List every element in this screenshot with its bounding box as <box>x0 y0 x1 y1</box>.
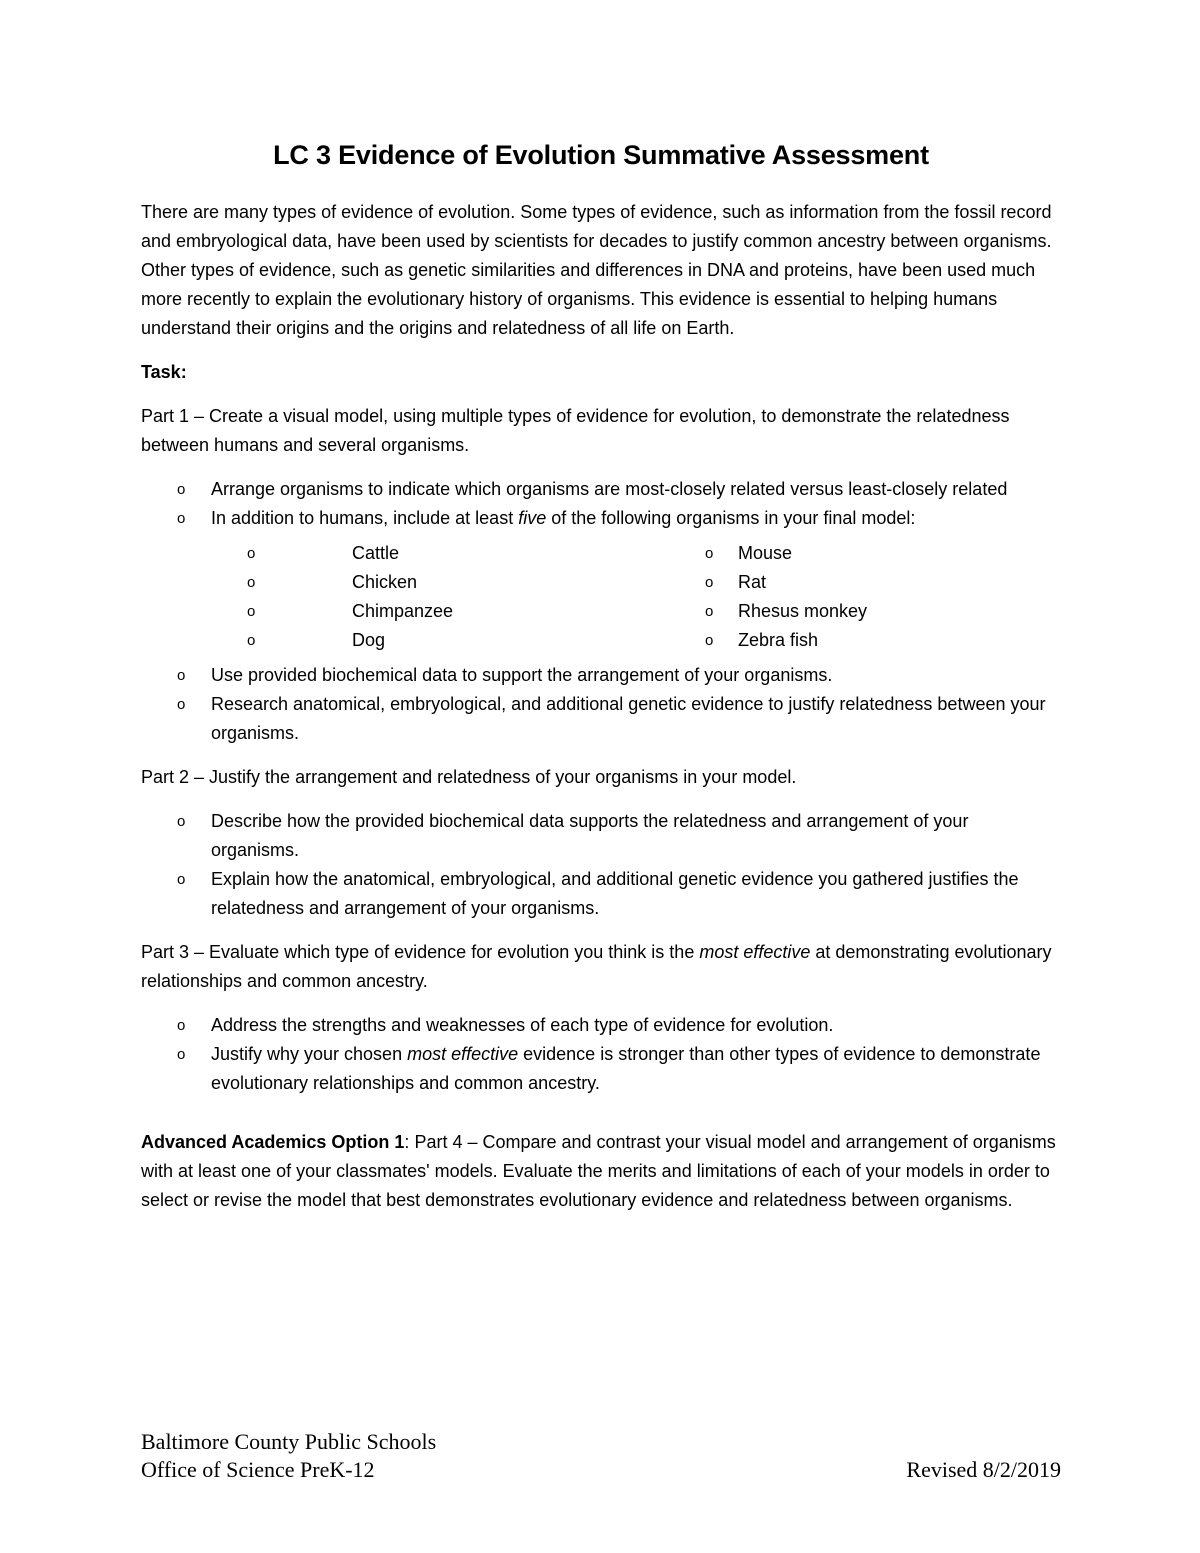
bullet-marker: o <box>177 481 186 498</box>
bullet-marker: o <box>247 632 256 649</box>
bullet-text: In addition to humans, include at least <box>211 508 519 528</box>
organism-label: Zebra fish <box>738 630 819 650</box>
part3-text-end: at demonstrating evolutionary relationships and common ancestry. <box>141 942 1052 991</box>
bullet-text: Describe how the provided biochemical data supports the relatedness and arrangement of your organisms. <box>211 811 969 860</box>
bullet-marker: o <box>247 574 256 591</box>
organism-label: Mouse <box>738 543 793 563</box>
emphasis-text: most effective <box>699 942 811 962</box>
bullet-marker: o <box>177 510 186 527</box>
bullet-text: Address the strengths and weaknesses of each type of evidence for evolution. <box>211 1015 834 1035</box>
list-item <box>141 475 1061 504</box>
bullet-marker: o <box>177 871 186 888</box>
bullet-marker: o <box>177 667 186 684</box>
bullet-text: evidence is stronger than other types of evidence to demonstrate evolutionary relationships and common ancestry. <box>211 1044 1041 1093</box>
organism-label: Chimpanzee <box>352 601 454 621</box>
organism-item <box>598 597 867 626</box>
bullet-marker: o <box>247 545 256 562</box>
part3-bullet-list <box>141 1011 1061 1098</box>
organism-label: Rat <box>738 572 767 592</box>
part2-text: Part 2 – Justify the arrangement and relatedness of your organisms in your model. <box>141 767 797 787</box>
bullet-marker: o <box>705 603 714 620</box>
document-body <box>141 198 1061 1215</box>
organism-label: Chicken <box>352 572 418 592</box>
organism-item <box>598 539 867 568</box>
list-item <box>141 661 1061 690</box>
organism-column-right <box>598 539 867 655</box>
part2-bullet-list <box>141 807 1061 923</box>
organism-label: Rhesus monkey <box>738 601 868 621</box>
bullet-text: of the following organisms in your final model: <box>546 508 916 528</box>
list-item <box>141 1040 1061 1098</box>
organism-item <box>598 626 867 655</box>
footer-revised-date: Revised 8/2/2019 <box>906 1457 1061 1482</box>
part3-text <box>141 938 1061 996</box>
advanced-option-colon: : <box>404 1132 410 1152</box>
emphasis-text: five <box>518 508 547 528</box>
bullet-marker: o <box>177 696 186 713</box>
bullet-marker: o <box>705 632 714 649</box>
list-item <box>141 504 1061 655</box>
bullet-marker: o <box>705 545 714 562</box>
advanced-option-label: Advanced Academics Option 1 <box>141 1132 405 1152</box>
bullet-marker: o <box>177 1017 186 1034</box>
bullet-text: Use provided biochemical data to support the arrangement of your organisms. <box>211 665 833 685</box>
bullet-text: Justify why your chosen <box>211 1044 408 1064</box>
organism-label: Cattle <box>352 543 400 563</box>
part1-bullet-list <box>141 475 1061 748</box>
bullet-marker: o <box>177 1046 186 1063</box>
task-heading: Task: <box>141 362 187 382</box>
bullet-marker: o <box>705 574 714 591</box>
advanced-option-text: Part 4 – Compare and contrast your visual model and arrangement of organisms with at least one of your classmates' models. Evaluate the merits and limitations of each of your models in order to select or revise the model that best demonstrates evolutionary evidence and relatedness between organisms. <box>141 1132 1056 1210</box>
list-item <box>141 1011 1061 1040</box>
advanced-option-paragraph <box>141 1128 1061 1215</box>
emphasis-text: most effective <box>407 1044 519 1064</box>
footer-office: Office of Science PreK-12 <box>141 1457 375 1482</box>
list-item <box>141 690 1061 748</box>
page-title: LC 3 Evidence of Evolution Summative Assessment <box>273 140 929 170</box>
bullet-marker: o <box>177 813 186 830</box>
bullet-text: Explain how the anatomical, embryological, and additional genetic evidence you gathered justifies the relatedness and arrangement of your organisms. <box>211 869 1019 918</box>
part3-text-start: Part 3 – Evaluate which type of evidence for evolution you think is the <box>141 942 700 962</box>
bullet-text: Research anatomical, embryological, and additional genetic evidence to justify relatedness between your organisms. <box>211 694 1046 743</box>
organism-list <box>211 539 1061 655</box>
bullet-text: Arrange organisms to indicate which organisms are most-closely related versus least-closely related <box>211 479 1008 499</box>
footer-org-name: Baltimore County Public Schools <box>141 1429 437 1454</box>
page-footer <box>141 1428 1061 1484</box>
intro-paragraph: There are many types of evidence of evolution. Some types of evidence, such as information from the fossil record and embryological data, have been used by scientists for decades to justify common ancestry between organisms. Other types of evidence, such as genetic similarities and differences in DNA and proteins, have been used much more recently to explain the evolutionary history of organisms. This evidence is essential to helping humans understand their origins and the origins and relatedness of all life on Earth. <box>141 202 1052 338</box>
part1-text: Part 1 – Create a visual model, using multiple types of evidence for evolution, to demonstrate the relatedness between humans and several organisms. <box>141 406 1010 455</box>
list-item <box>141 807 1061 865</box>
organism-item <box>598 568 867 597</box>
bullet-marker: o <box>247 603 256 620</box>
list-item <box>141 865 1061 923</box>
organism-label: Dog <box>352 630 386 650</box>
footer-row <box>141 1456 1061 1484</box>
